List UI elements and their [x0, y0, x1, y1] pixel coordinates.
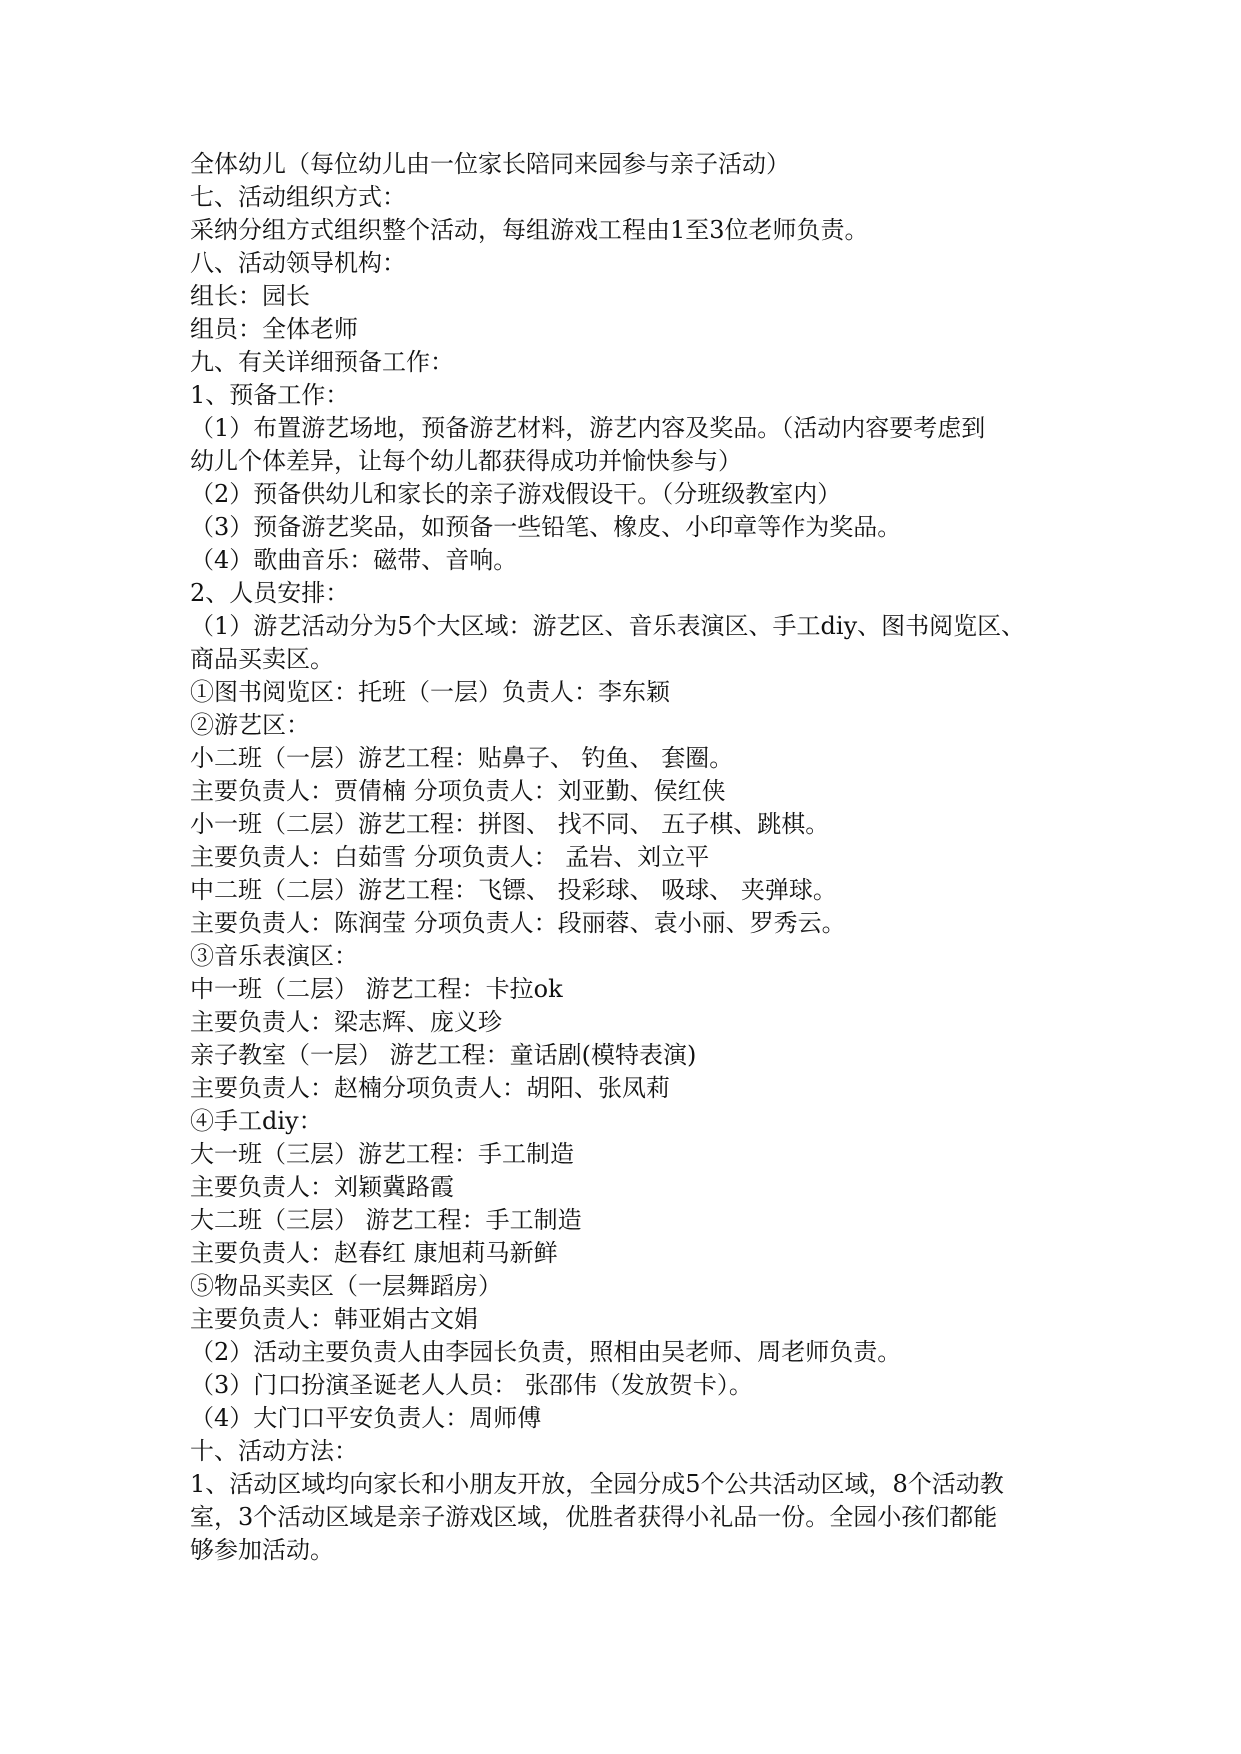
text-line: （4）歌曲音乐：磁带、音响。	[190, 546, 518, 574]
section-heading: 十、活动方法：	[190, 1437, 358, 1465]
text-line: 小一班（二层）游艺工程：拼图、 找不同、 五子棋、跳棋。	[190, 810, 830, 838]
subsection-heading: 2、人员安排：	[190, 579, 350, 607]
text-line: （2）活动主要负责人由李园长负责，照相由吴老师、周老师负责。	[190, 1338, 902, 1366]
text-line: 中二班（二层）游艺工程：飞镖、 投彩球、 吸球、 夹弹球。	[190, 876, 837, 904]
text-line: 主要负责人：赵楠分项负责人：胡阳、张凤莉	[190, 1074, 670, 1102]
text-line: （3）门口扮演圣诞老人人员： 张邵伟（发放贺卡）。	[190, 1371, 753, 1399]
subsection-heading: 1、预备工作：	[190, 381, 350, 409]
text-line: 室，3个活动区域是亲子游戏区域，优胜者获得小礼品一份。全园小孩们都能	[190, 1503, 998, 1531]
text-line: 主要负责人：白茹雪 分项负责人： 孟岩、刘立平	[190, 843, 710, 871]
text-line: （1）游艺活动分为5个大区域：游艺区、音乐表演区、手工diy、图书阅览区、	[190, 612, 1026, 640]
text-line: （4）大门口平安负责人：周师傅	[190, 1404, 542, 1432]
text-line: 幼儿个体差异，让每个幼儿都获得成功并愉快参与）	[190, 447, 742, 475]
text-line: 主要负责人：陈润莹 分项负责人：段丽蓉、袁小丽、罗秀云。	[190, 909, 846, 937]
section-heading: 九、有关详细预备工作：	[190, 348, 454, 376]
section-heading: 八、活动领导机构：	[190, 249, 406, 277]
text-line: 1、活动区域均向家长和小朋友开放，全园分成5个公共活动区域，8个活动教	[190, 1470, 1004, 1498]
text-line: ②游艺区：	[190, 711, 310, 739]
text-line: 主要负责人：梁志辉、庞义珍	[190, 1008, 502, 1036]
text-line: 主要负责人：刘颖冀路霞	[190, 1173, 454, 1201]
text-line: 全体幼儿（每位幼儿由一位家长陪同来园参与亲子活动）	[190, 150, 790, 178]
text-line: 组长：园长	[190, 282, 310, 310]
text-line: （3）预备游艺奖品，如预备一些铅笔、橡皮、小印章等作为奖品。	[190, 513, 902, 541]
text-line: 够参加活动。	[190, 1536, 334, 1564]
text-line: 中一班（二层） 游艺工程：卡拉ok	[190, 975, 563, 1003]
text-line: 小二班（一层）游艺工程：贴鼻子、 钓鱼、 套圈。	[190, 744, 734, 772]
section-heading: 七、活动组织方式：	[190, 183, 406, 211]
text-line: ⑤物品买卖区（一层舞蹈房）	[190, 1272, 502, 1300]
text-line: ④手工diy：	[190, 1107, 323, 1135]
document-body	[190, 148, 1070, 1567]
text-line: ①图书阅览区：托班（一层）负责人：李东颖	[190, 678, 670, 706]
text-line: 亲子教室（一层） 游艺工程：童话剧(模特表演)	[190, 1041, 697, 1069]
text-line: 主要负责人：韩亚娟古文娟	[190, 1305, 478, 1333]
text-line: 大一班（三层）游艺工程：手工制造	[190, 1140, 574, 1168]
text-line: 组员：全体老师	[190, 315, 358, 343]
text-line: ③音乐表演区：	[190, 942, 358, 970]
text-line: 采纳分组方式组织整个活动，每组游戏工程由1至3位老师负责。	[190, 216, 869, 244]
text-line: 大二班（三层） 游艺工程：手工制造	[190, 1206, 582, 1234]
text-line: 商品买卖区。	[190, 645, 334, 673]
text-line: 主要负责人：贾倩楠 分项负责人：刘亚勤、侯红侠	[190, 777, 726, 805]
text-line: （1）布置游艺场地，预备游艺材料，游艺内容及奖品。（活动内容要考虑到	[190, 414, 986, 442]
text-line: 主要负责人：赵春红 康旭莉马新鲜	[190, 1239, 558, 1267]
text-line: （2）预备供幼儿和家长的亲子游戏假设干。（分班级教室内）	[190, 480, 842, 508]
